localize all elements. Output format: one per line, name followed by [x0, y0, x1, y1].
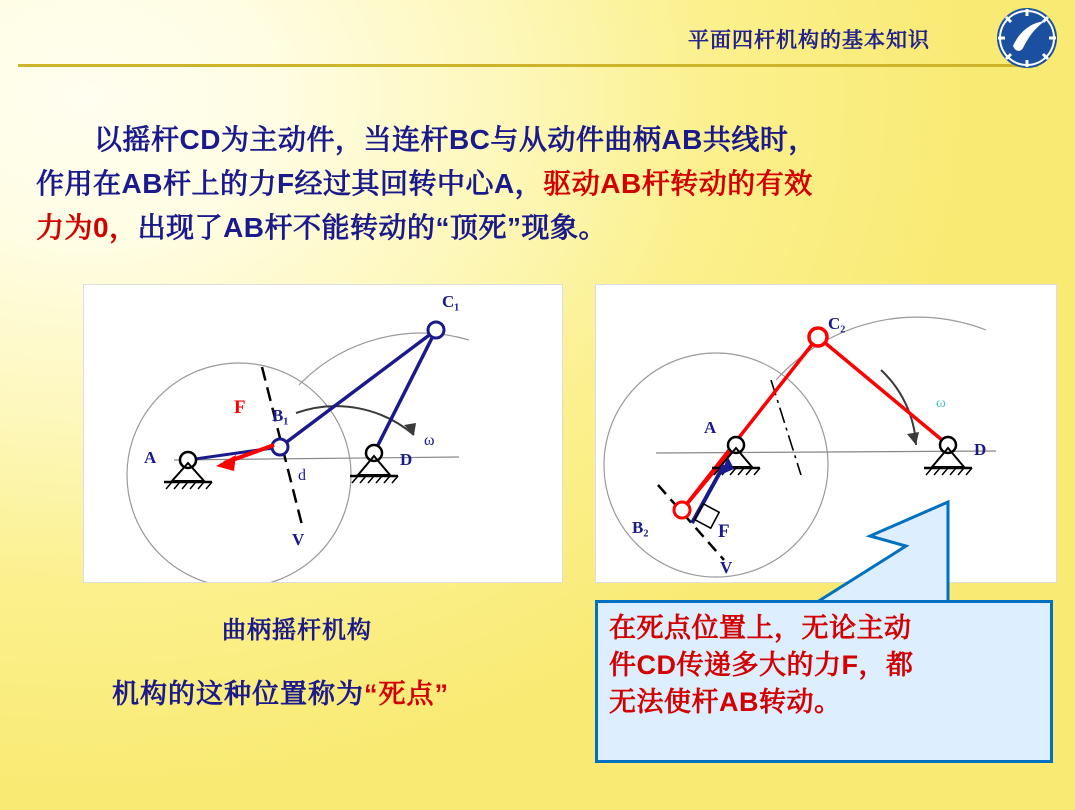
callout-line-3: 无法使杆AB转动。	[609, 687, 842, 717]
label-D: D	[974, 440, 987, 459]
label-A: A	[704, 418, 717, 437]
statement-highlight: “死点”	[364, 679, 449, 709]
paragraph-line-2a: 作用在AB杆上的力F经过其回转中心A，	[36, 168, 544, 199]
callout-text	[609, 610, 1041, 721]
label-F: F	[718, 521, 730, 542]
callout-pointer	[810, 500, 950, 605]
label-omega: ω	[936, 395, 946, 411]
body-paragraph	[36, 118, 1046, 250]
statement-line	[112, 672, 449, 711]
label-d: d	[298, 467, 306, 484]
crank-rocker-dead-point-diagram-1	[83, 284, 563, 583]
label-B1: B₁	[272, 406, 289, 425]
gear-logo-icon	[995, 6, 1059, 70]
label-omega: ω	[424, 432, 435, 449]
label-V: V	[720, 558, 733, 577]
callout	[595, 600, 1055, 765]
callout-line-1: 在死点位置上，无论主动	[609, 613, 912, 643]
label-B2: B₂	[632, 518, 649, 537]
label-A: A	[144, 448, 157, 467]
page-title: 平面四杆机构的基本知识	[688, 29, 930, 52]
paragraph-line-3a: 力为0，	[36, 212, 138, 243]
paragraph-line-2b: 驱动AB杆转动的有效	[543, 168, 813, 199]
label-V: V	[292, 530, 305, 549]
label-F: F	[234, 397, 246, 418]
label-C1: C₁	[442, 292, 460, 311]
statement-text: 机构的这种位置称为	[112, 679, 364, 709]
label-D: D	[400, 450, 413, 469]
callout-line-2: 件CD传递多大的力F，都	[609, 650, 914, 680]
paragraph-line-1: 以摇杆CD为主动件，当连杆BC与从动件曲柄AB共线时，	[94, 124, 817, 155]
figure-caption: 曲柄摇杆机构	[222, 617, 372, 644]
slide-header	[0, 0, 1075, 72]
paragraph-line-3b: 出现了AB杆不能转动的“顶死”现象。	[137, 212, 608, 243]
label-C2: C₂	[828, 314, 846, 333]
header-divider	[18, 64, 1038, 67]
